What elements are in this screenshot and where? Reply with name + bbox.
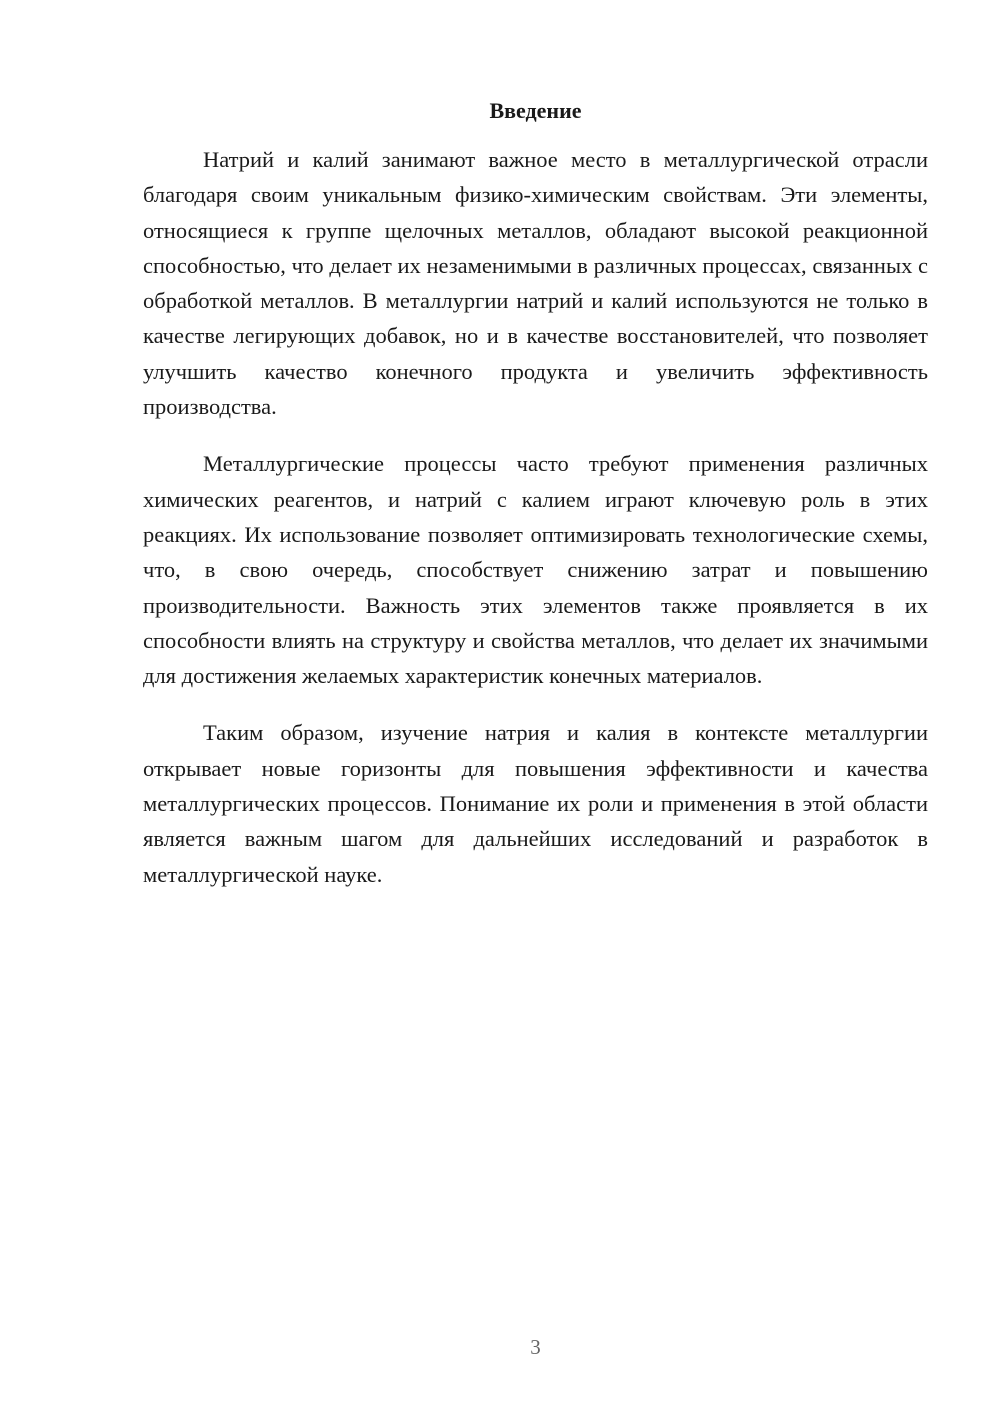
page-number: 3 [530,1335,541,1359]
body-text [143,142,928,914]
section-title: Введение [489,98,582,123]
paragraph-1: Натрий и калий занимают важное место в металлургической отрасли благодаря своим уникальным физико-химическим свойствам. Эти элементы, относящиеся к группе щелочных металлов, обладают высокой реакционной способностью, что делает их незаменимыми в различных процессах, связанных с обработкой металлов. В металлургии натрий и калий используются не только в качестве легирующих добавок, но и в качестве восстановителей, что позволяет улучшить качество конечного продукта и увеличить эффективность производства. [143,147,928,420]
paragraph-2: Металлургические процессы часто требуют применения различных химических реагентов, и натрий с калием играют ключевую роль в этих реакциях. Их использование позволяет оптимизировать технологические схемы, что, в свою очередь, способствует снижению затрат и повышению производительности. Важность этих элементов также проявляется в их способности влиять на структуру и свойства металлов, что делает их значимыми для достижения желаемых характеристик конечных материалов. [143,451,928,689]
paragraph-3: Таким образом, изучение натрия и калия в контексте металлургии открывает новые горизонты для повышения эффективности и качества металлургических процессов. Понимание их роли и применения в этой области является важным шагом для дальнейших исследований и разработок в металлургической науке. [143,720,928,887]
